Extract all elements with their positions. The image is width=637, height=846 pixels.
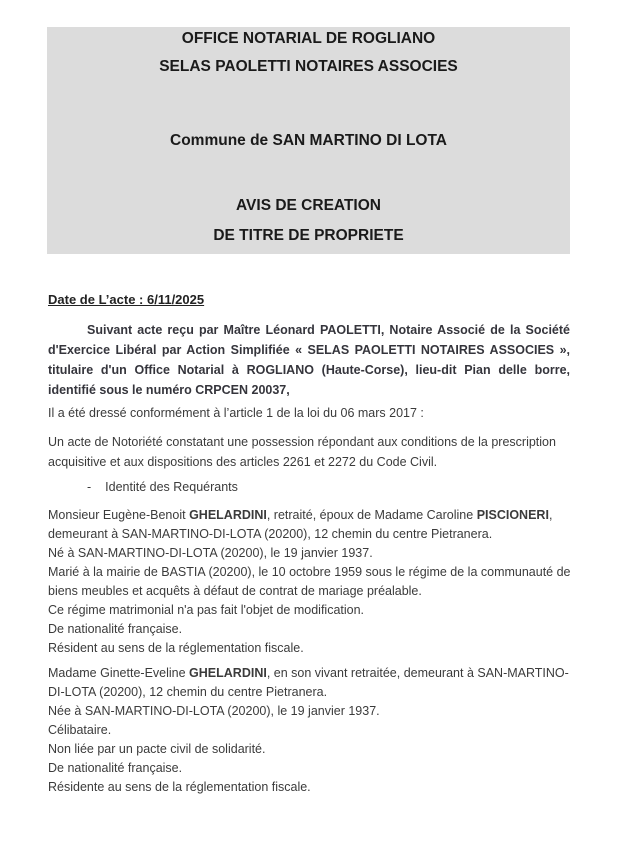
intro-paragraph: Suivant acte reçu par Maître Léonard PAOLETTI, Notaire Associé de la Société d'Exercice Libéral par Action Simplifiée « SELAS PAOLETTI NOTAIRES ASSOCIES », titulaire d'un Office Notarial à ROGLIANO (Haute-Corse), lieu-dit Pian delle borre, identifié sous le numéro CRPCEN 20037, [48, 323, 570, 397]
list-dash: - [87, 480, 92, 494]
requerant-1-residence-line: Résident au sens de la réglementation fiscale. [48, 641, 304, 655]
identite-label: Identité des Requérants [105, 480, 238, 494]
requerant-1-seg-2: , retraité, époux de Madame Caroline [266, 508, 477, 522]
requerant-2-seg-0: Madame Ginette-Eveline [48, 666, 190, 680]
requerant-2-status-line: Célibataire. [48, 723, 112, 737]
requerant-1-regime-line: Ce régime matrimonial n'a pas fait l'objet de modification. [48, 603, 365, 617]
office-title: OFFICE NOTARIAL DE ROGLIANO [181, 30, 436, 47]
requerant-1-seg-4: , demeurant à SAN-MARTINO-DI-LOTA (20200), 12 chemin du centre Pietranera. [48, 508, 553, 541]
requerant-1-marriage-line: Marié à la mairie de BASTIA (20200), le 10 octobre 1959 sous le régime de la communauté de biens meubles et acquêts à défaut de contrat de mariage préalable. [48, 565, 571, 598]
selas-title: SELAS PAOLETTI NOTAIRES ASSOCIES [159, 58, 458, 75]
requerant-1-nationality-line: De nationalité française. [48, 622, 183, 636]
avis-title-line2: DE TITRE DE PROPRIETE [213, 227, 404, 244]
commune-line: Commune de SAN MARTINO DI LOTA [170, 132, 447, 149]
requerant-2-intro-line [48, 664, 572, 702]
requerant-2-birth-line: Née à SAN-MARTINO-DI-LOTA (20200), le 19 janvier 1937. [48, 704, 380, 718]
requerant-1-spouse-surname: PISCIONERI [476, 508, 549, 522]
requerant-2-residence-line: Résidente au sens de la réglementation fiscale. [48, 780, 311, 794]
requerant-2-pacs-line: Non liée par un pacte civil de solidarité. [48, 742, 266, 756]
law-reference-line: Il a été dressé conformément à l’article 1 de la loi du 06 mars 2017 : [48, 406, 424, 420]
notice-header-box [47, 27, 570, 254]
requerant-2-block [48, 664, 572, 797]
identite-list-item [87, 479, 238, 495]
requerant-2-nationality-line: De nationalité française. [48, 761, 183, 775]
requerant-1-seg-0: Monsieur Eugène-Benoit [48, 508, 190, 522]
requerant-1-intro-line [48, 506, 572, 544]
requerant-2-surname: GHELARDINI [189, 666, 267, 680]
requerant-2-seg-2: , en son vivant retraitée, demeurant à SAN-MARTINO-DI-LOTA (20200), 12 chemin du centre Pietranera. [48, 666, 569, 699]
requerant-1-birth-line: Né à SAN-MARTINO-DI-LOTA (20200), le 19 janvier 1937. [48, 546, 373, 560]
requerant-1-surname: GHELARDINI [189, 508, 267, 522]
avis-title-line1: AVIS DE CREATION [236, 197, 381, 214]
acte-notoriete-paragraph: Un acte de Notoriété constatant une possession répondant aux conditions de la prescription acquisitive et aux dispositions des articles 2261 et 2272 du Code Civil. [48, 435, 556, 469]
acte-date-line: Date de L’acte : 6/11/2025 [48, 292, 205, 307]
requerant-1-block [48, 506, 572, 658]
